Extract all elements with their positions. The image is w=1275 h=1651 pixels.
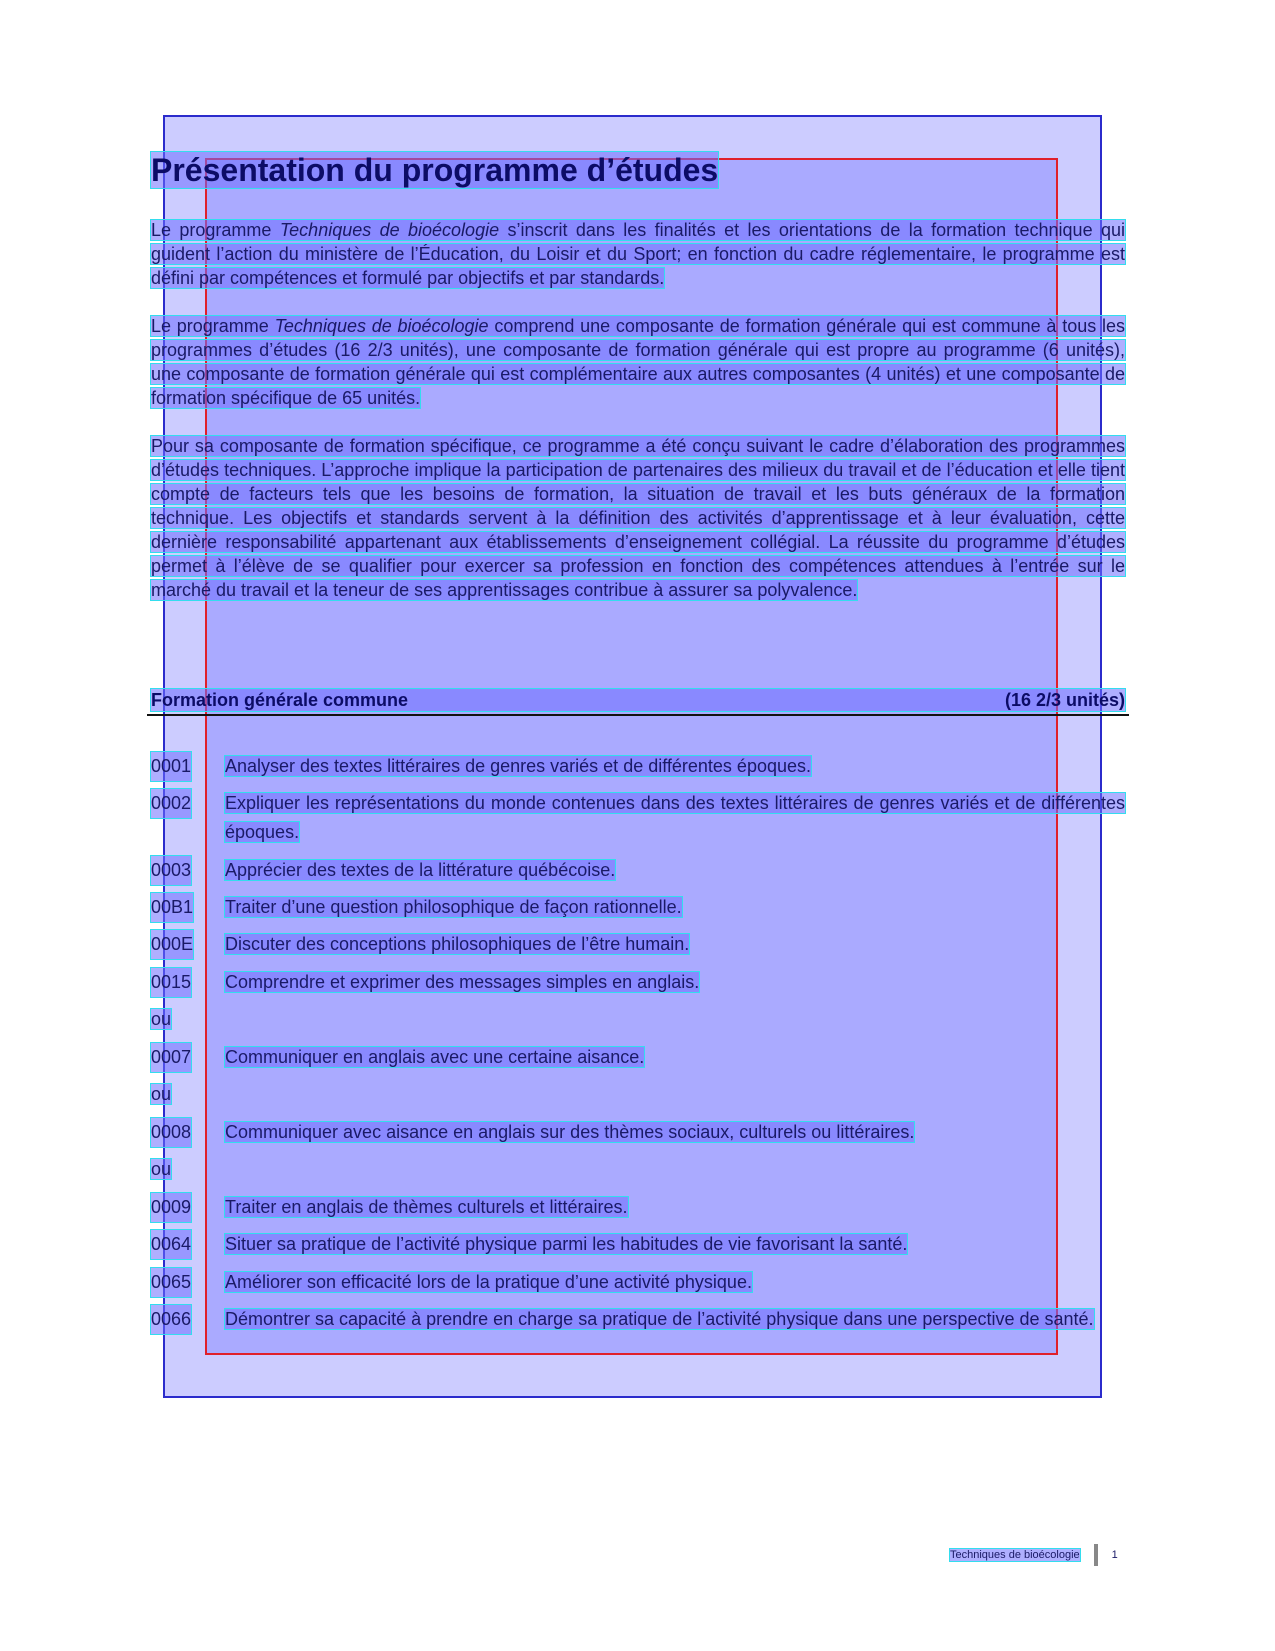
- course-code: 0066: [151, 1305, 191, 1334]
- program-name: Techniques de bioécologie: [274, 316, 489, 336]
- course-code: 0065: [151, 1268, 191, 1297]
- paragraph-1: Le programme Techniques de bioécologie s’inscrit dans les finalités et les orientations de la formation technique qui guident l’action du ministère de l’Éducation, du Loisir et du Sport; en fonction du cadre réglementaire, le programme est défini par compétences et formulé par objectifs et par standards.: [151, 220, 1125, 288]
- course-code: 0002: [151, 789, 191, 818]
- page-number: 1: [1111, 1549, 1118, 1561]
- course-code: 000E: [151, 930, 193, 959]
- program-name: Techniques de bioécologie: [279, 220, 500, 240]
- course-code: 0001: [151, 752, 191, 781]
- course-code: 00B1: [151, 893, 193, 922]
- course-title: Communiquer avec aisance en anglais sur des thèmes sociaux, culturels ou littéraires.: [225, 1122, 915, 1142]
- course-code: 0003: [151, 856, 191, 885]
- course-code: 0064: [151, 1230, 191, 1259]
- section-title: Formation générale commune: [151, 689, 409, 710]
- footer-label: Techniques de bioécologie: [950, 1549, 1080, 1561]
- course-title: Apprécier des textes de la littérature québécoise.: [225, 860, 616, 880]
- or-separator: ou: [151, 1009, 172, 1029]
- page-title: Présentation du programme d’études: [151, 152, 719, 188]
- course-title: Démontrer sa capacité à prendre en charge sa pratique de l’activité physique dans une perspective de santé.: [225, 1309, 1094, 1329]
- page-footer: [950, 1544, 1118, 1566]
- course-title: Situer sa pratique de l’activité physique parmi les habitudes de vie favorisant la santé.: [225, 1234, 908, 1254]
- or-separator: ou: [151, 1159, 172, 1179]
- course-code: 0015: [151, 968, 191, 997]
- page-content: [151, 150, 1125, 602]
- course-title: Traiter d’une question philosophique de façon rationnelle.: [225, 897, 682, 917]
- course-code: 0009: [151, 1193, 191, 1222]
- course-title: Traiter en anglais de thèmes culturels et littéraires.: [225, 1197, 628, 1217]
- course-title: Discuter des conceptions philosophiques de l’être humain.: [225, 934, 690, 954]
- section-units: (16 2/3 unités): [1004, 689, 1125, 710]
- or-separator: ou: [151, 1084, 172, 1104]
- course-code: 0008: [151, 1118, 191, 1147]
- course-title: Comprendre et exprimer des messages simples en anglais.: [225, 972, 700, 992]
- course-title: Communiquer en anglais avec une certaine aisance.: [225, 1047, 645, 1067]
- section-header: [151, 689, 1125, 711]
- course-title: Expliquer les représentations du monde contenues dans des textes littéraires de genres variés et de différentes époques.: [225, 793, 1125, 842]
- course-code: 0007: [151, 1043, 191, 1072]
- footer-bar: [1094, 1544, 1098, 1566]
- course-title: Améliorer son efficacité lors de la pratique d’une activité physique.: [225, 1272, 752, 1292]
- course-title: Analyser des textes littéraires de genres variés et de différentes époques.: [225, 756, 812, 776]
- section-divider: [147, 714, 1129, 716]
- paragraph-2: Le programme Techniques de bioécologie comprend une composante de formation générale qui est commune à tous les programmes d’études (16 2/3 unités), une composante de formation générale qui est propre au programme (6 unités), une composante de formation générale qui est complémentaire aux autres composantes (4 unités) et une composante de formation spécifique de 65 unités.: [151, 316, 1125, 408]
- paragraph-3: Pour sa composante de formation spécifique, ce programme a été conçu suivant le cadre d’élaboration des programmes d’études techniques. L’approche implique la participation de partenaires des milieux du travail et de l’éducation et elle tient compte de facteurs tels que les besoins de formation, la situation de travail et les buts généraux de la formation technique. Les objectifs et standards servent à la définition des activités d’apprentissage et à leur évaluation, cette dernière responsabilité appartenant aux établissements d’enseignement collégial. La réussite du programme d’études permet à l’élève de se qualifier pour exercer sa profession en fonction des compétences attendues à l’entrée sur le marché du travail et la teneur de ses apprentissages contribue à assurer sa polyvalence.: [151, 436, 1125, 600]
